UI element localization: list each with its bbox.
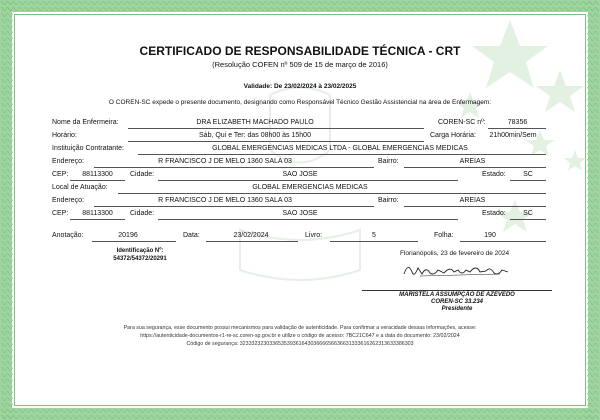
bairro2-value: AREIAS bbox=[459, 197, 486, 204]
endereco2-value: R FRANCISCO J DE MELO 1360 SALA 03 bbox=[158, 197, 292, 204]
cep-underline bbox=[70, 180, 125, 181]
anotacao-underline bbox=[92, 241, 176, 242]
local-value: GLOBAL EMERGENCIAS MEDICAS bbox=[252, 184, 368, 191]
validity-period: Validade: De 23/02/2024 à 23/02/2025 bbox=[243, 83, 357, 90]
cidade-value: SAO JOSE bbox=[282, 171, 318, 178]
identification-label: Identificação Nº: bbox=[116, 248, 164, 254]
coren-label: COREN-SC nº: bbox=[438, 119, 486, 126]
endereco-value: R FRANCISCO J DE MELO 1360 SALA 03 bbox=[158, 158, 292, 165]
cep2-value: 88113300 bbox=[82, 210, 113, 217]
estado2-value: SC bbox=[523, 210, 533, 217]
signer-role: Presidente bbox=[441, 306, 473, 312]
cidade-label: Cidade: bbox=[130, 171, 155, 178]
estado-underline bbox=[510, 180, 546, 181]
data-label: Data: bbox=[183, 232, 200, 239]
bairro-value: AREIAS bbox=[459, 158, 486, 165]
instituicao-label: Instituição Contratante: bbox=[52, 145, 124, 152]
cep-value: 88113300 bbox=[82, 171, 113, 178]
endereco-label: Endereço: bbox=[52, 158, 84, 165]
handwritten-signature bbox=[400, 258, 530, 282]
cidade-underline bbox=[158, 180, 458, 181]
signature-line bbox=[362, 290, 552, 291]
bairro-underline bbox=[404, 167, 546, 168]
coren-value: 78356 bbox=[507, 119, 528, 126]
folha-underline bbox=[460, 241, 546, 242]
signer-name: MARISTELA ASSUMPÇÃO DE AZEVEDO bbox=[399, 292, 515, 298]
livro-underline bbox=[330, 241, 418, 242]
nome-underline bbox=[128, 128, 424, 129]
place-date: Florianópolis, 23 de fevereiro de 2024 bbox=[400, 250, 510, 257]
certificate-subtitle: (Resolução COFEN nº 509 de 15 de março de 2016) bbox=[212, 60, 388, 69]
cep-label: CEP: bbox=[52, 171, 69, 178]
certificate-title: CERTIFICADO DE RESPONSABILIDADE TÉCNICA - CRT bbox=[139, 44, 461, 58]
estado2-label: Estado: bbox=[482, 210, 506, 217]
folha-value: 190 bbox=[484, 232, 496, 239]
data-value: 23/02/2024 bbox=[233, 232, 269, 239]
instituicao-value: GLOBAL EMERGENCIAS MEDICAS LTDA - GLOBAL EMERGENCIAS MEDICAS bbox=[212, 145, 468, 152]
cep2-underline bbox=[70, 219, 125, 220]
cidade2-underline bbox=[158, 219, 458, 220]
horario-value: Sáb, Qui e Ter: das 08h00 às 15h00 bbox=[199, 132, 311, 139]
identification-value: 54372/54372/20291 bbox=[113, 256, 167, 262]
carga-label: Carga Horária: bbox=[430, 132, 476, 139]
local-label: Local de Atuação: bbox=[52, 184, 108, 191]
instituicao-underline bbox=[138, 154, 546, 155]
footer-line-2: https://autenticidade-documentos-r1-re-sc.coren-sp.gov.br e utilize o código de acesso: 7BC21C647 e a data do documento: 23/02/2024 bbox=[140, 333, 460, 339]
bairro-label: Bairro: bbox=[378, 158, 399, 165]
livro-label: Livro: bbox=[305, 232, 323, 239]
horario-underline bbox=[128, 141, 424, 142]
cep2-label: CEP: bbox=[52, 210, 69, 217]
endereco2-underline bbox=[94, 206, 374, 207]
folha-label: Folha: bbox=[434, 232, 454, 239]
anotacao-value: 20196 bbox=[118, 232, 138, 239]
endereco-underline bbox=[94, 167, 374, 168]
signer-coren: COREN-SC 33.234 bbox=[430, 299, 484, 305]
star-icon bbox=[564, 150, 586, 171]
horario-label: Horário: bbox=[52, 132, 77, 139]
nome-label: Nome da Enfermeira: bbox=[52, 119, 119, 126]
cidade2-label: Cidade: bbox=[130, 210, 155, 217]
carga-value: 21h00min/Sem bbox=[489, 132, 537, 139]
data-underline bbox=[206, 241, 298, 242]
livro-value: 5 bbox=[372, 232, 376, 239]
bairro2-underline bbox=[404, 206, 546, 207]
estado-label: Estado: bbox=[482, 171, 506, 178]
endereco2-label: Endereço: bbox=[52, 197, 84, 204]
cidade2-value: SAO JOSE bbox=[282, 210, 318, 217]
anotacao-label: Anotação: bbox=[52, 232, 84, 239]
footer-line-3: Código de segurança: 32333232303365353936164303666656636631333616262313633386303 bbox=[186, 341, 414, 347]
intro-text: O COREN-SC expede o presente documento, designando como Responsável Técnico Gestão Assistencial na área de Enfermagem: bbox=[108, 99, 492, 106]
estado2-underline bbox=[510, 219, 546, 220]
coren-underline bbox=[488, 128, 546, 129]
local-underline bbox=[118, 193, 546, 194]
bairro2-label: Bairro: bbox=[378, 197, 399, 204]
nome-value: DRA ELIZABETH MACHADO PAULO bbox=[196, 119, 314, 126]
estado-value: SC bbox=[523, 171, 533, 178]
footer-line-1: Para sua segurança, esse documento possui mecanismos para validação de autenticidade. Para confirmar a veracidade dessas informações, acesse: bbox=[123, 325, 477, 331]
